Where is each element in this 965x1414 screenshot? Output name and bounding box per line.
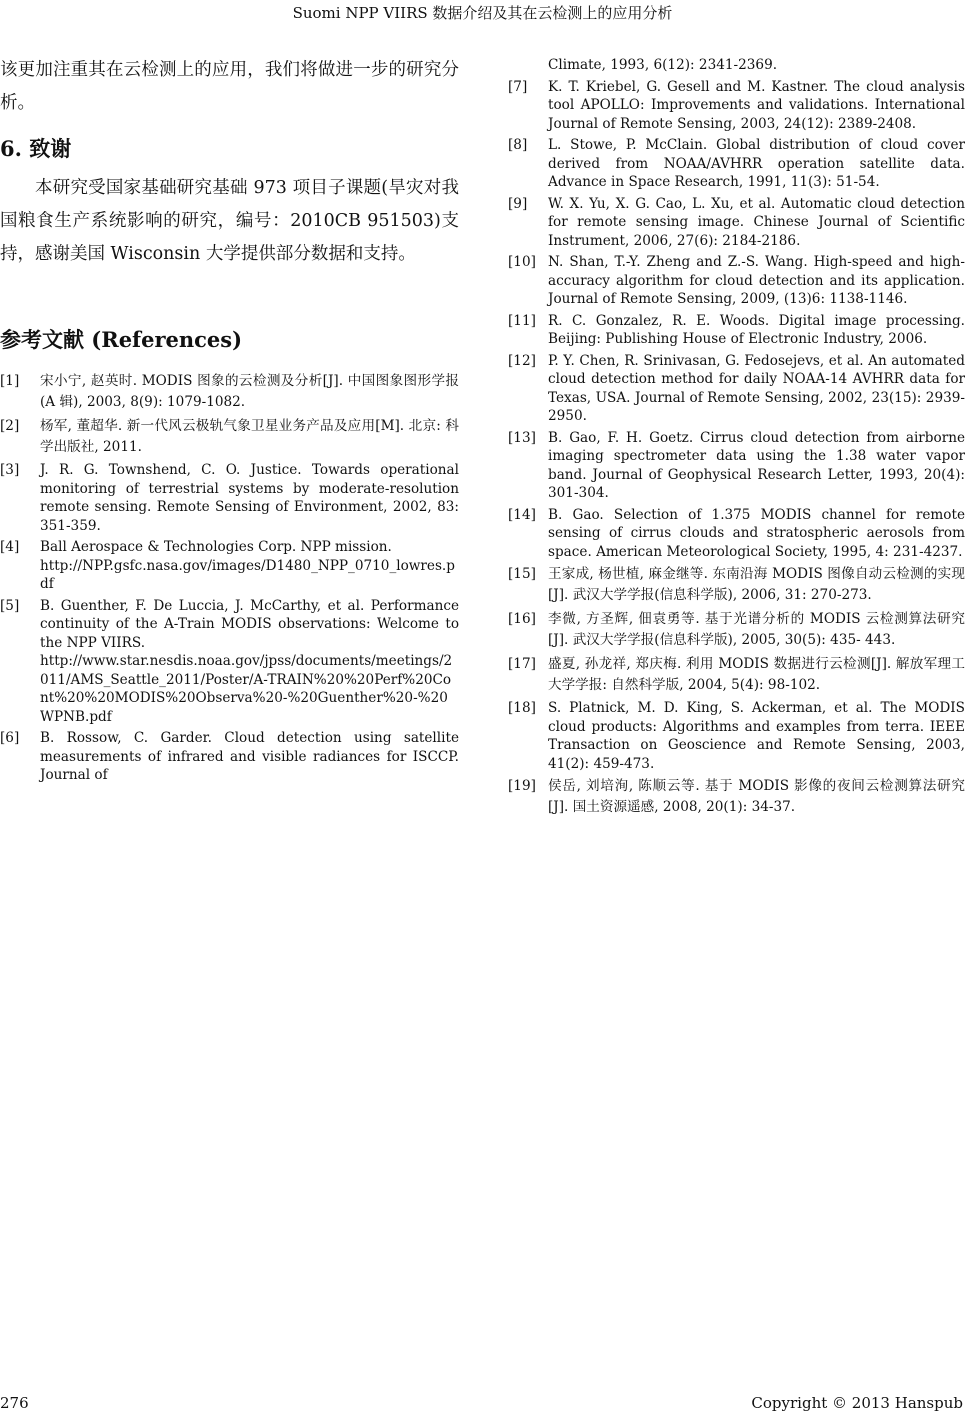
reference-list-left — [0, 371, 459, 785]
reference-item — [508, 699, 965, 773]
reference-text: P. Y. Chen, R. Srinivasan, G. Fedosejevs, et al. An automated cloud detection method for daily NOAA-14 AVHRR data for Texas, USA. Journal of Remote Sensing, 2002, 23(15): 2939-2950. — [548, 352, 965, 424]
reference-text: S. Platnick, M. D. King, S. Ackerman, et al. The MODIS cloud products: Algorithms and examples from terra. IEEE Transaction on Geoscience and Remote Sensing, 2003, 41(2): 459-473. — [548, 700, 965, 772]
reference-item — [508, 136, 965, 192]
reference-number: [16] — [508, 611, 536, 627]
reference-text: 王家成, 杨世植, 麻金继等. 东南沿海 MODIS 图像自动云检测的实现[J]. 武汉大学学报(信息科学版), 2006, 31: 270-273. — [548, 566, 965, 603]
reference-text: B. Rossow, C. Garder. Cloud detection using satellite measurements of infrared and visible radiances for ISCCP. Journal of — [40, 730, 459, 783]
reference-number: [4] — [0, 539, 20, 555]
reference-number: [5] — [0, 597, 20, 614]
running-header: Suomi NPP VIIRS 数据介绍及其在云检测上的应用分析 — [292, 4, 673, 22]
reference-item — [0, 538, 459, 594]
reference-number: [14] — [508, 506, 536, 523]
reference-number: [10] — [508, 254, 536, 270]
reference-number: [9] — [508, 195, 528, 212]
reference-text: L. Stowe, P. McClain. Global distribution of cloud cover derived from NOAA/AVHRR operation satellite data. Advance in Space Research, 1991, 11(3): 51-54. — [548, 137, 965, 190]
reference-number: [7] — [508, 78, 528, 95]
reference-text: B. Gao. Selection of 1.375 MODIS channel for remote sensing of cirrus clouds and stratospheric aerosols from space. American Meteorological Society, 1995, 4: 231-4237. — [548, 506, 965, 560]
reference-text: J. R. G. Townshend, C. O. Justice. Towards operational monitoring of terrestrial systems by moderate-resolution remote sensing. Remote Sensing of Environment, 2002, 83: 351-359. — [40, 462, 459, 534]
reference-text: 杨军, 董超华. 新一代风云极轨气象卫星业务产品及应用[M]. 北京: 科学出版社, 2011. — [40, 418, 459, 455]
reference-number: [8] — [508, 137, 528, 153]
reference-text: 宋小宁, 赵英时. MODIS 图象的云检测及分析[J]. 中国图象图形学报(A 辑), 2003, 8(9): 1079-1082. — [40, 373, 459, 410]
reference-number: [1] — [0, 373, 20, 389]
reference-text: N. Shan, T.-Y. Zheng and Z.-S. Wang. High-speed and high-accuracy algorithm for cloud detection and its application. Journal of Remote Sensing, 2009, (13)6: 1138-1146. — [548, 254, 965, 307]
reference-text: 侯岳, 刘培洵, 陈顺云等. 基于 MODIS 影像的夜间云检测算法研究[J]. 国土资源遥感, 2008, 20(1): 34-37. — [548, 778, 965, 815]
reference-text: 李微, 方圣辉, 佃袁勇等. 基于光谱分析的 MODIS 云检测算法研究[J]. 武汉大学学报(信息科学版), 2005, 30(5): 435- 443. — [548, 611, 965, 648]
reference-item — [508, 312, 965, 349]
acknowledgement-heading: 6. 致谢 — [0, 136, 72, 161]
reference-text: W. X. Yu, X. G. Cao, L. Xu, et al. Automatic cloud detection for remote sensing image. Chinese Journal of Scientific Instrument, 2006, 27(6): 2184-2186. — [548, 195, 965, 249]
references-heading: 参考文献 (References) — [0, 327, 243, 352]
reference-text: B. Guenther, F. De Luccia, J. McCarthy, et al. Performance continuity of the A-Train MODIS observations: Welcome to the NPP VIIRS. — [40, 597, 459, 651]
reference-text: R. C. Gonzalez, R. E. Woods. Digital image processing. Beijing: Publishing House of Electronic Industry, 2006. — [548, 312, 965, 347]
reference-text: 盛夏, 孙龙祥, 郑庆梅. 利用 MODIS 数据进行云检测[J]. 解放军理工大学学报: 自然科学版, 2004, 5(4): 98-102. — [548, 656, 965, 693]
reference-list-right — [508, 78, 965, 819]
reference-number: [18] — [508, 700, 536, 716]
reference-item — [0, 371, 459, 413]
reference-text: B. Gao, F. H. Goetz. Cirrus cloud detection from airborne imaging spectrometer data using the 1.38 water vapor band. Journal of Geophysical Research Letter, 1993, 20(4): 301-304. — [548, 429, 965, 501]
reference-text: Ball Aerospace & Technologies Corp. NPP mission. — [40, 539, 392, 555]
reference-item — [508, 506, 965, 562]
reference-item — [508, 352, 965, 426]
reference-item — [0, 597, 459, 727]
reference-item — [508, 609, 965, 651]
reference-number: [3] — [0, 462, 20, 478]
reference-number: [15] — [508, 566, 536, 582]
body-paragraph-continued: 该更加注重其在云检测上的应用，我们将做进一步的研究分析。 — [0, 60, 459, 113]
reference-item — [508, 253, 965, 309]
reference-number: [11] — [508, 312, 536, 329]
reference-number: [6] — [0, 730, 20, 746]
reference-number: [2] — [0, 418, 20, 434]
reference-number: [12] — [508, 352, 536, 369]
left-column — [0, 54, 459, 788]
page-number: 276 — [0, 1394, 29, 1412]
reference-item — [508, 564, 965, 606]
reference-number: [17] — [508, 656, 536, 672]
reference-item — [508, 429, 965, 503]
reference-text: K. T. Kriebel, G. Gesell and M. Kastner. The cloud analysis tool APOLLO: Improvements and validations. International Journal of Remote Sensing, 2003, 24(12): 2389-2408. — [548, 78, 965, 132]
copyright-notice: Copyright © 2013 Hanspub — [751, 1394, 963, 1412]
reference-item — [0, 416, 459, 458]
reference-6-continued: Climate, 1993, 6(12): 2341-2369. — [548, 57, 778, 73]
reference-item — [0, 729, 459, 785]
right-column — [508, 4, 965, 821]
reference-url[interactable]: http://NPP.gsfc.nasa.gov/images/D1480_NPP_0710_lowres.pdf — [40, 557, 455, 592]
reference-item — [0, 461, 459, 535]
reference-url[interactable]: http://www.star.nesdis.noaa.gov/jpss/documents/meetings/2011/AMS_Seattle_2011/Poster/A-TRAIN%20%20Perf%20Cont%20%20MODIS%20Observa%20-%20Guenther%20-%20WPNB.pdf — [40, 653, 453, 725]
reference-item — [508, 654, 965, 696]
acknowledgement-paragraph: 本研究受国家基础研究基础 973 项目子课题(旱灾对我国粮食生产系统影响的研究，编号：2010CB 951503)支持，感谢美国 Wisconsin 大学提供部分数据和支持。 — [0, 178, 459, 264]
reference-item — [508, 776, 965, 818]
reference-number: [19] — [508, 778, 536, 794]
reference-item — [508, 78, 965, 134]
reference-item — [508, 195, 965, 251]
reference-number: [13] — [508, 429, 536, 446]
